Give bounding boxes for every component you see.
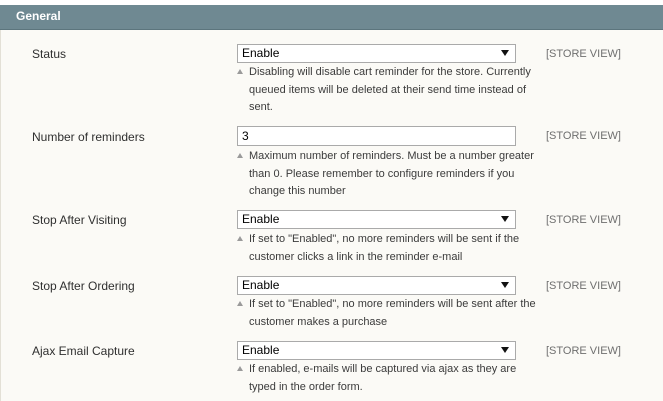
triangle-up-icon [237,236,243,241]
field-note [237,64,537,117]
chevron-down-icon [501,50,509,56]
select-value: Enable [242,46,280,60]
field-label: Stop After Ordering [32,279,135,293]
field-label: Number of reminders [32,130,145,144]
field-note [237,148,537,201]
field-label: Ajax Email Capture [32,344,135,358]
note-line: If enabled, e-mails will be captured via ajax as they are [237,361,537,379]
note-line: If set to "Enabled", no more reminders will be sent if the [237,231,537,249]
note-line: than 0. Please remember to configure reminders if you [249,167,515,180]
scope-label: [STORE VIEW] [546,214,621,226]
note-line: If set to "Enabled", no more reminders will be sent after the [237,296,537,314]
stop-after-visiting-select[interactable] [237,210,516,229]
triangle-up-icon [237,366,243,371]
scope-label: [STORE VIEW] [546,130,621,142]
section-title: General [16,9,61,23]
select-value: Enable [242,343,280,357]
note-line: Disabling will disable cart reminder for the store. Currently [237,64,537,82]
status-select[interactable] [237,44,516,63]
note-line: change this number [249,185,346,197]
field-label: Stop After Visiting [32,213,127,227]
scope-label: [STORE VIEW] [546,280,621,292]
note-line: queued items will be deleted at their send time instead of [249,83,526,96]
select-value: Enable [242,212,280,226]
scope-label: [STORE VIEW] [546,48,621,60]
field-note [237,231,537,266]
note-line: sent. [249,101,273,113]
chevron-down-icon [501,347,509,353]
scope-label: [STORE VIEW] [546,345,621,357]
select-value: Enable [242,278,280,292]
number-of-reminders-input[interactable] [237,126,516,146]
note-line: typed in the order form. [249,380,363,393]
note-line: Maximum number of reminders. Must be a number greater [237,148,537,166]
field-note [237,361,537,396]
ajax-email-capture-select[interactable] [237,341,516,360]
chevron-down-icon [501,282,509,288]
triangle-up-icon [237,301,243,306]
chevron-down-icon [501,216,509,222]
section-header-general[interactable] [0,5,663,30]
stop-after-ordering-select[interactable] [237,276,516,295]
section-body [0,30,663,401]
note-line: customer makes a purchase [249,315,388,328]
field-note [237,296,537,331]
triangle-up-icon [237,69,243,74]
triangle-up-icon [237,153,243,158]
field-label: Status [32,47,67,61]
note-line: customer clicks a link in the reminder e-mail [249,250,463,263]
